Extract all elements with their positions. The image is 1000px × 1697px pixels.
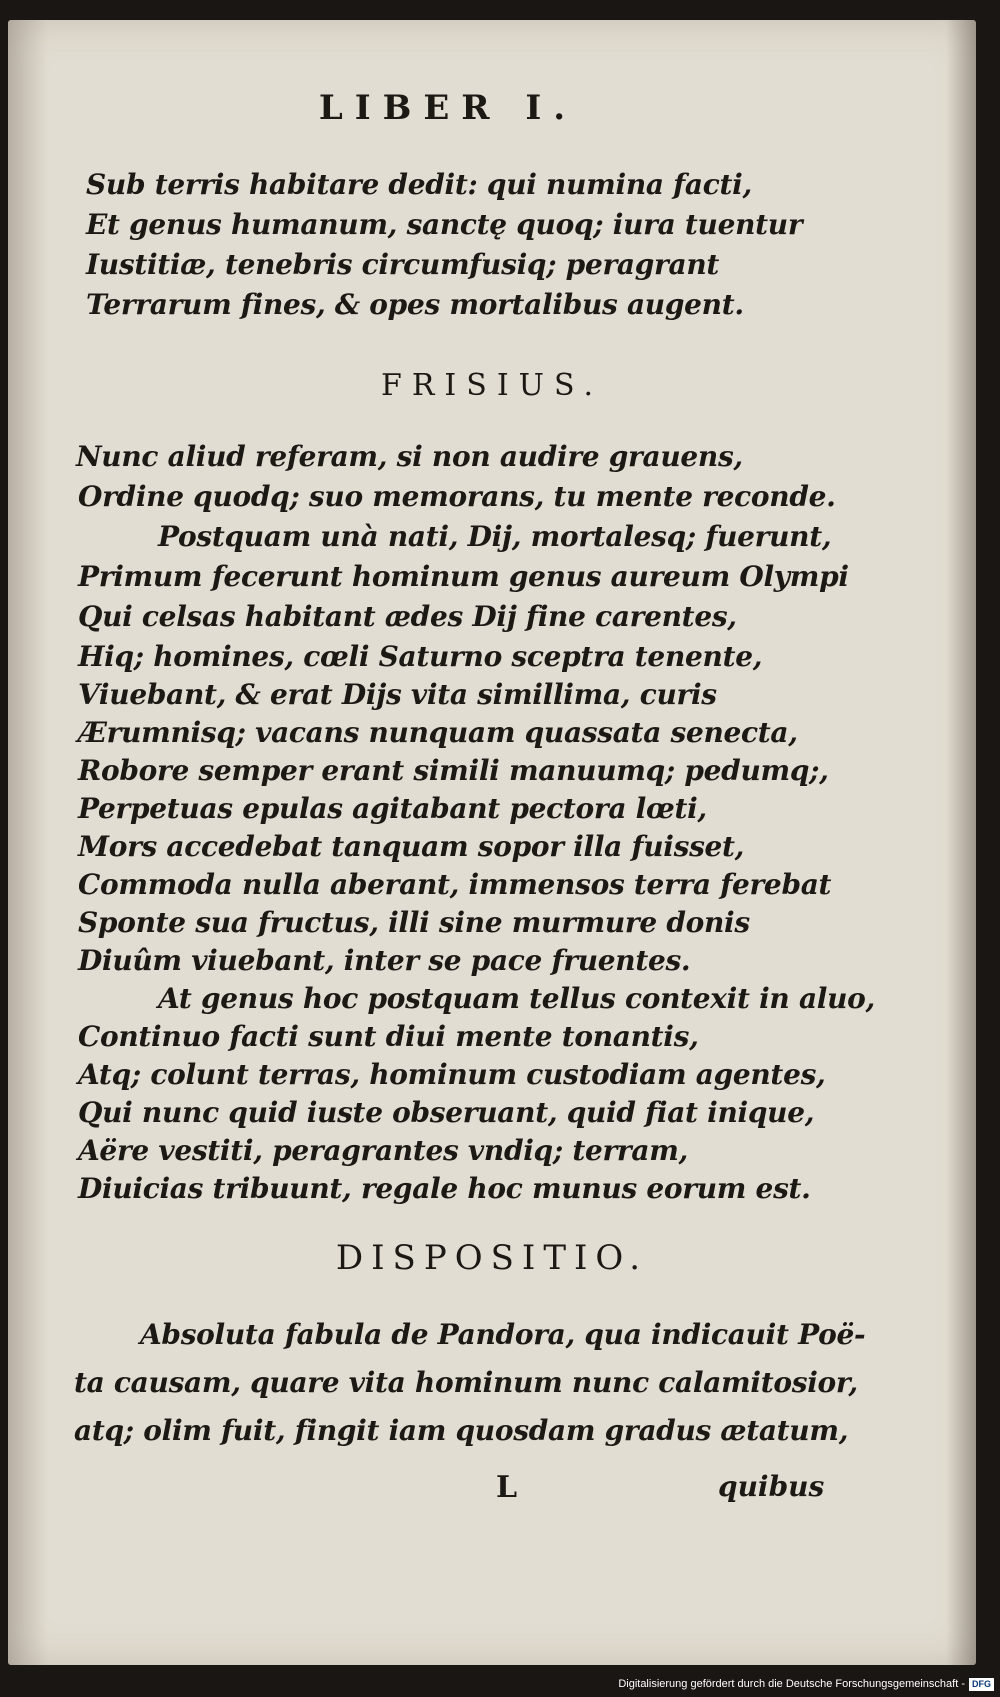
verse-line: Mors accedebat tanquam sopor illa fuisset,: [78, 830, 745, 863]
verse-line: Sub terris habitare dedit: qui numina facti,: [86, 168, 752, 201]
verse-line: Diuûm viuebant, inter se pace fruentes.: [78, 944, 691, 977]
prose-line: Absoluta fabula de Pandora, qua indicauit Poë-: [140, 1318, 866, 1351]
dfg-logo: DFG: [969, 1678, 994, 1691]
verse-line: Aëre vestiti, peragrantes vndiq; terram,: [78, 1134, 688, 1167]
signature-mark: L: [496, 1470, 518, 1505]
verse-line: Postquam unà nati, Dij, mortalesq; fuerunt,: [158, 520, 832, 553]
verse-line: At genus hoc postquam tellus contexit in aluo,: [158, 982, 876, 1015]
verse-line: Terrarum fines, & opes mortalibus augent.: [86, 288, 744, 321]
verse-line: Sponte sua fructus, illi sine murmure donis: [78, 906, 750, 939]
verse-line: Iustitiæ, tenebris circumfusiq; peragrant: [86, 248, 720, 281]
section-heading-dispositio: DISPOSITIO.: [335, 1238, 649, 1278]
book-page: [8, 20, 976, 1665]
credit-text: Digitalisierung gefördert durch die Deutsche Forschungsgemeinschaft -: [618, 1678, 965, 1690]
prose-line: ta causam, quare vita hominum nunc calamitosior,: [74, 1366, 858, 1399]
section-heading-frisius: FRISIUS.: [381, 368, 603, 403]
verse-line: Ærumnisq; vacans nunquam quassata senecta,: [78, 716, 798, 749]
verse-line: Viuebant, & erat Dijs vita simillima, curis: [78, 678, 717, 711]
verse-line: Commoda nulla aberant, immensos terra ferebat: [78, 868, 832, 901]
catchword: quibus: [718, 1470, 825, 1503]
verse-line: Primum fecerunt hominum genus aureum Olympi: [78, 560, 849, 593]
verse-line: Qui nunc quid iuste obseruant, quid fiat inique,: [78, 1096, 815, 1129]
verse-line: Hiq; homines, cœli Saturno sceptra tenente,: [78, 640, 763, 673]
verse-line: Et genus humanum, sanctę quoq; iura tuentur: [86, 208, 803, 241]
verse-line: Nunc aliud referam, si non audire grauens,: [76, 440, 743, 473]
verse-line: Continuo facti sunt diui mente tonantis,: [78, 1020, 699, 1053]
verse-line: Diuicias tribuunt, regale hoc munus eorum est.: [78, 1172, 811, 1205]
verse-line: Qui celsas habitant ædes Dij fine carentes,: [78, 600, 737, 633]
verse-line: Atq; colunt terras, hominum custodiam agentes,: [78, 1058, 826, 1091]
prose-line: atq; olim fuit, fingit iam quosdam gradus ætatum,: [74, 1414, 849, 1447]
verse-line: Robore semper erant simili manuumq; pedumq;,: [78, 754, 829, 787]
verse-line: Ordine quodq; suo memorans, tu mente reconde.: [78, 480, 836, 513]
digitization-credit: [618, 1673, 994, 1695]
verse-line: Perpetuas epulas agitabant pectora lœti,: [78, 792, 707, 825]
running-head: LIBER I.: [318, 88, 578, 128]
